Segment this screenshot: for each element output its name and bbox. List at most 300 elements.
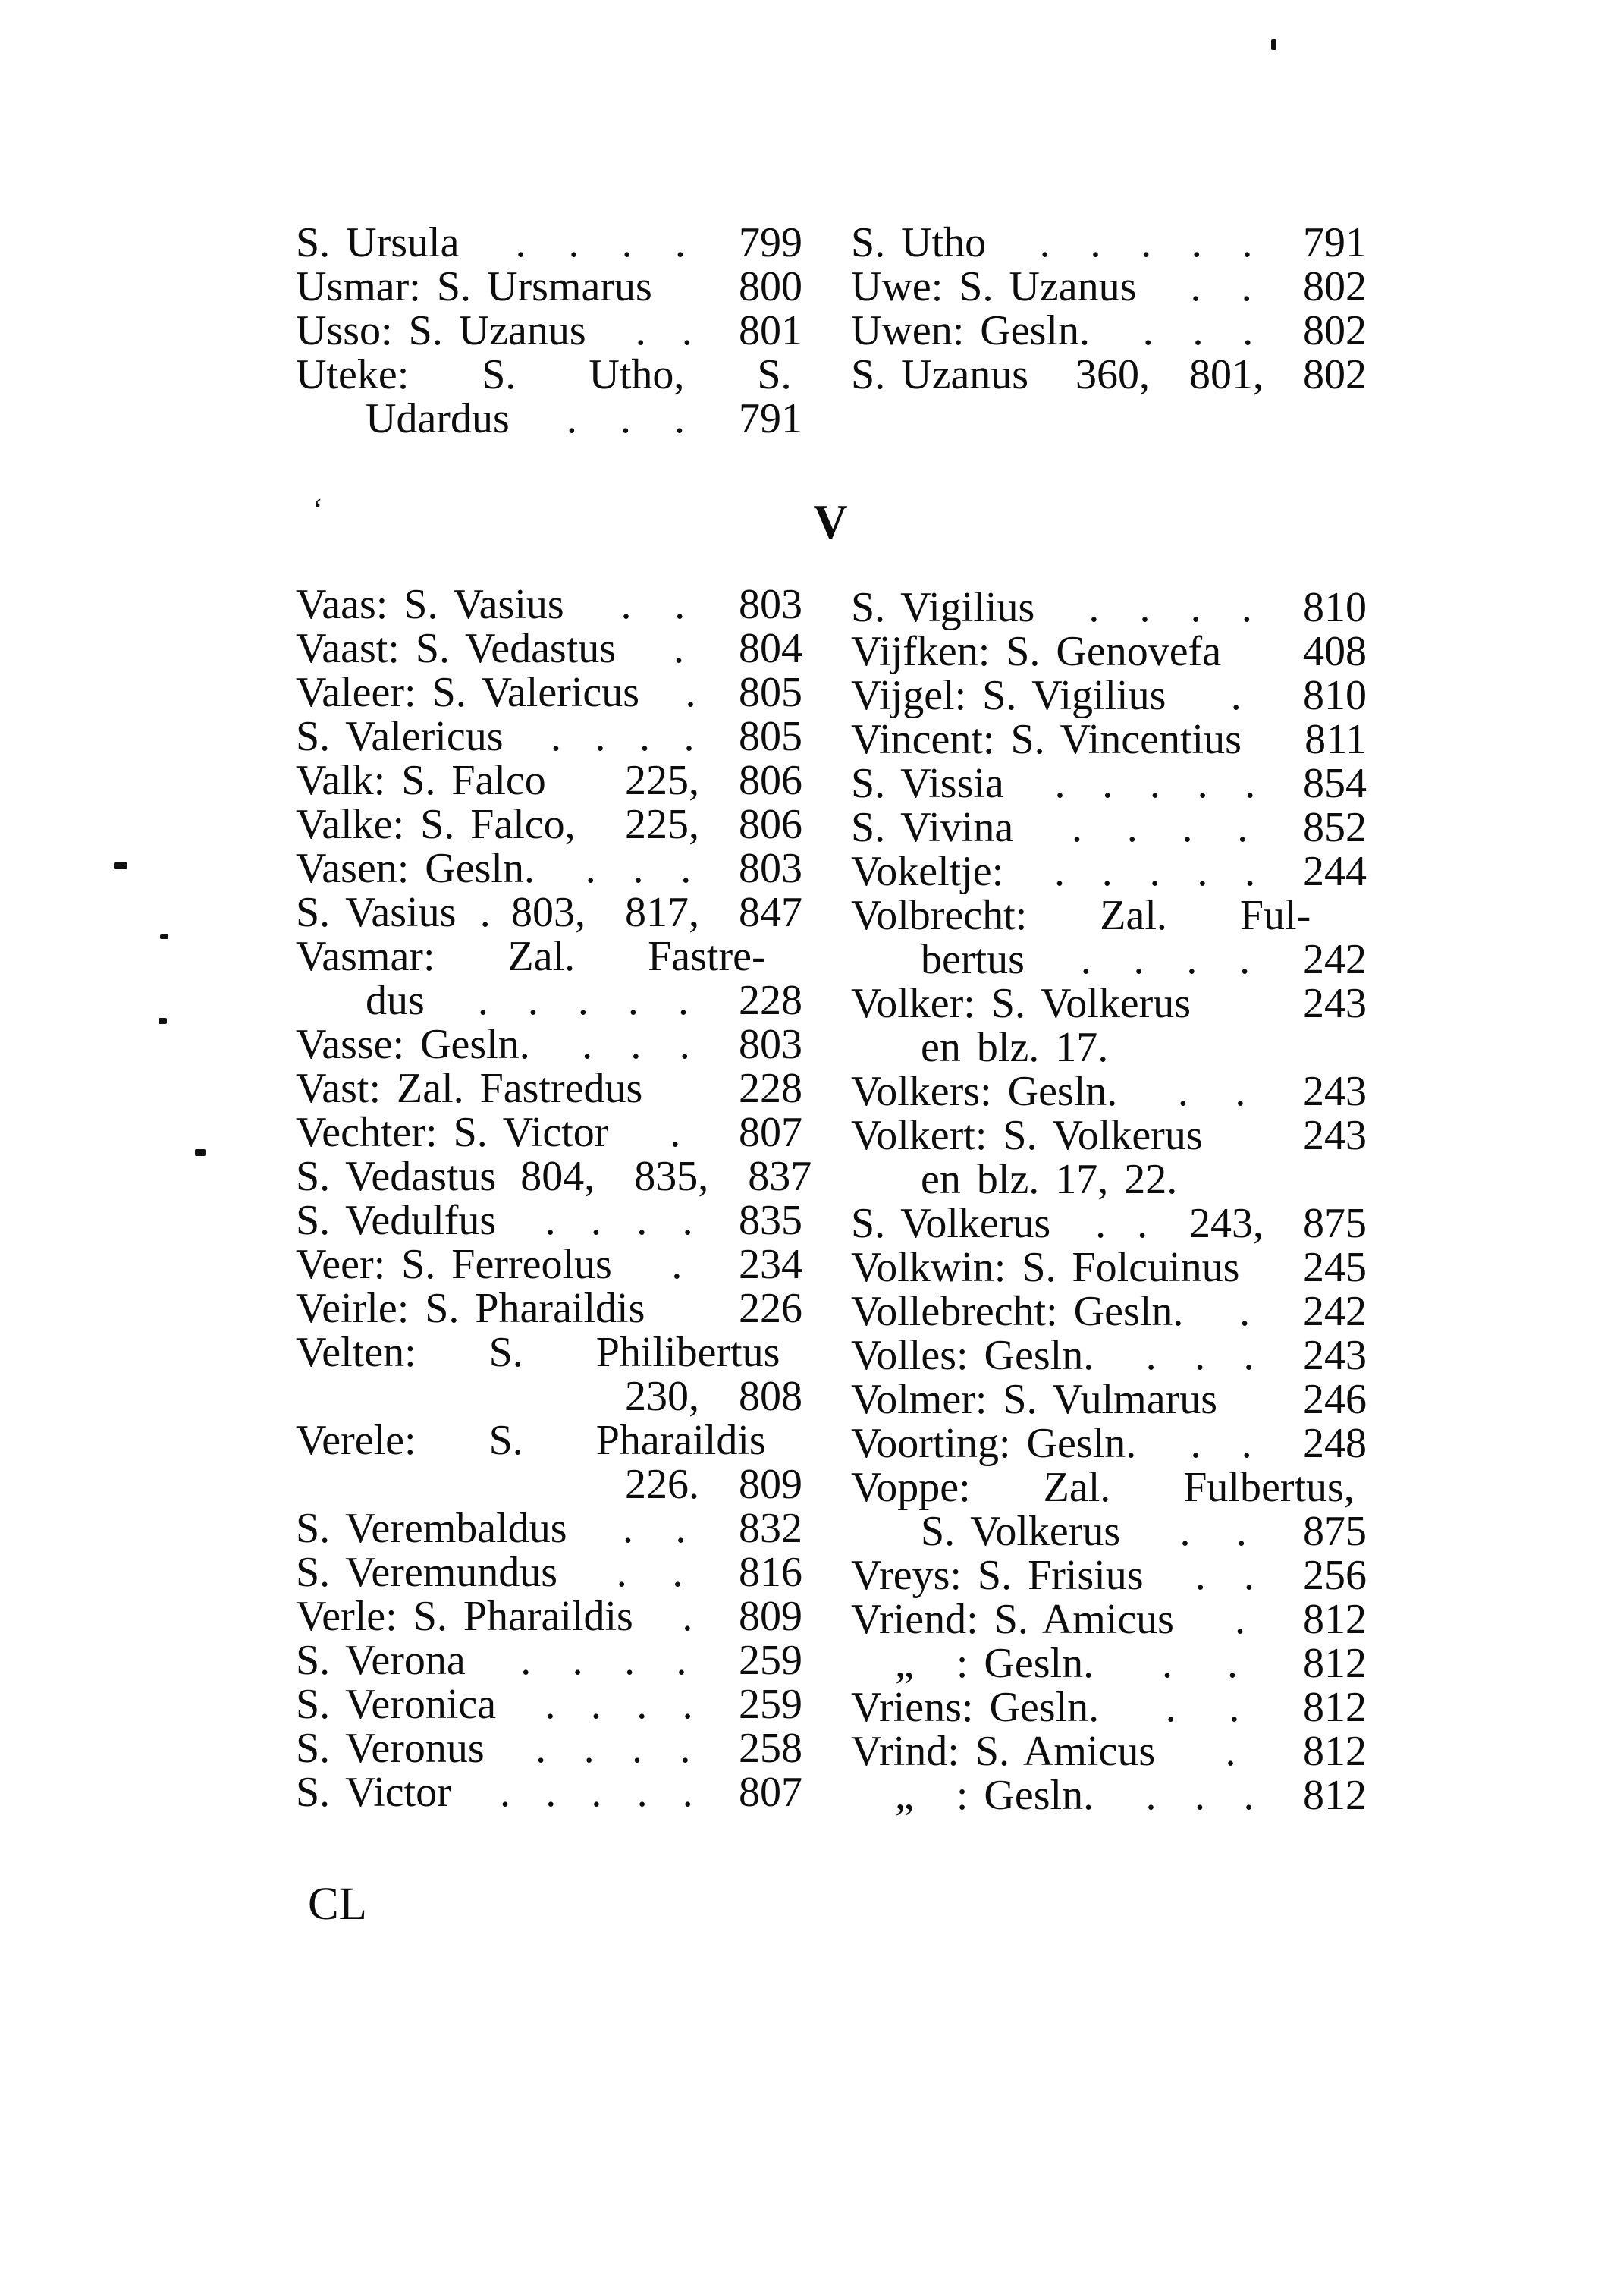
entry-text: Vreys: S. Frisius	[851, 1552, 1144, 1599]
index-entry	[851, 1069, 1367, 1113]
leader-dot: .	[590, 1197, 601, 1244]
entry-page: 243	[1303, 1332, 1367, 1379]
entry-page: 875	[1303, 1508, 1367, 1555]
index-column-v-left	[296, 581, 812, 1816]
leader-dot: .	[1179, 1508, 1191, 1555]
entry-page: 246	[1303, 1376, 1367, 1423]
index-entry	[296, 1330, 802, 1374]
index-entry	[851, 630, 1367, 674]
index-entry	[296, 1462, 802, 1506]
dot-leader	[1131, 1069, 1292, 1113]
ink-speck	[1271, 39, 1276, 50]
leader-dot: .	[673, 395, 685, 442]
leader-dot: .	[477, 977, 488, 1024]
dot-leader	[1104, 309, 1292, 353]
leader-dot: .	[1165, 1684, 1176, 1731]
index-entry	[296, 309, 802, 353]
leader-dot: .	[1080, 936, 1091, 983]
entry-text: Vokeltje:	[851, 848, 1004, 895]
leader-dot: .	[1182, 804, 1193, 851]
entry-text: Volkers: Gesln.	[851, 1068, 1118, 1115]
entry-text: S. Veremundus	[296, 1549, 558, 1596]
leader-dot: .	[545, 1769, 557, 1816]
index-column-u-left	[296, 221, 802, 441]
leader-dot: .	[1241, 584, 1252, 631]
entry-page: 234	[739, 1241, 802, 1288]
leader-dot: .	[683, 713, 695, 760]
leader-dot: .	[1133, 936, 1144, 983]
dot-leader	[548, 846, 728, 890]
dot-leader	[469, 890, 501, 934]
index-entry	[851, 265, 1367, 309]
dot-leader	[1107, 1773, 1292, 1817]
leader-dot: .	[671, 1241, 683, 1288]
entry-page: 803	[739, 1021, 802, 1068]
dot-leader	[1000, 221, 1292, 265]
dot-leader	[1018, 762, 1292, 806]
leader-dot: .	[566, 395, 577, 442]
dot-leader	[1038, 938, 1292, 982]
entry-page: 803, 817, 847	[511, 889, 802, 936]
entry-text: Velten: S. Philibertus	[296, 1329, 780, 1376]
entry-text: Vast: Zal. Fastredus	[296, 1065, 643, 1112]
leader-dot: .	[591, 1769, 602, 1816]
leader-dot: .	[621, 219, 633, 266]
leader-dot: .	[1195, 1552, 1206, 1599]
leader-dot: .	[1239, 936, 1251, 983]
index-entry	[296, 1726, 802, 1770]
index-entry	[851, 1421, 1367, 1465]
leader-dot: .	[636, 1681, 648, 1728]
entry-text: bertus	[921, 936, 1025, 983]
leader-dot: .	[1225, 1728, 1236, 1775]
leader-dot: .	[1235, 1068, 1246, 1115]
entry-text: S. Uzanus	[851, 351, 1029, 398]
leader-dot: .	[1149, 760, 1160, 807]
entry-page: 226. 809	[625, 1461, 802, 1508]
entry-page: 799	[739, 219, 802, 266]
entry-text: Vaast: S. Vedastus	[296, 625, 617, 672]
entry-text: Verele: S. Pharaildis	[296, 1417, 766, 1464]
entry-text: S. Veronus	[296, 1725, 485, 1772]
index-entry	[851, 938, 1367, 982]
leader-dot: .	[1090, 219, 1101, 266]
entry-text: Vijfken: S. Genovefa	[851, 628, 1222, 675]
index-entry	[296, 1770, 802, 1814]
leader-dot: .	[1195, 1332, 1206, 1379]
entry-page: 835	[739, 1197, 802, 1244]
dot-leader	[465, 1770, 728, 1814]
entry-text: Uteke: S. Utho, S.	[296, 351, 792, 398]
ink-speck	[160, 934, 168, 939]
index-entry	[296, 1022, 802, 1066]
dot-leader	[626, 1242, 728, 1286]
leader-dot: .	[673, 625, 685, 672]
index-entry	[851, 1773, 1367, 1817]
entry-text: Vriend: S. Amicus	[851, 1596, 1174, 1643]
dot-leader	[498, 1726, 728, 1770]
entry-page: 259	[739, 1637, 802, 1684]
leader-dot: .	[1145, 1772, 1157, 1819]
entry-page: 832	[739, 1505, 802, 1552]
index-entry	[851, 718, 1367, 762]
leader-dot: .	[1235, 1508, 1247, 1555]
dot-leader	[1157, 1553, 1292, 1597]
leader-dot: .	[1071, 804, 1082, 851]
index-entry	[851, 309, 1367, 353]
index-column-v-right	[851, 586, 1367, 1817]
index-entry	[296, 715, 802, 759]
leader-dot: .	[572, 1637, 583, 1684]
entry-text: Verle: S. Pharaildis	[296, 1593, 633, 1640]
leader-dot: .	[636, 1769, 648, 1816]
stray-quote-mark: ‘	[312, 493, 323, 528]
index-entry	[851, 1465, 1367, 1509]
leader-dot: .	[1245, 760, 1256, 807]
entry-page: 810	[1303, 584, 1367, 631]
index-entry	[296, 934, 802, 978]
entry-text: Vollebrecht: Gesln.	[851, 1288, 1184, 1335]
leader-dot: .	[620, 581, 632, 628]
index-entry	[296, 1110, 802, 1154]
leader-dot: .	[1053, 848, 1065, 895]
entry-page: 360, 801, 802	[1075, 351, 1367, 398]
entry-text: S. Vasius	[296, 889, 457, 936]
leader-dot: .	[624, 1637, 636, 1684]
entry-text: „ : Gesln.	[895, 1772, 1094, 1819]
index-entry	[851, 1509, 1367, 1553]
index-entry	[296, 1153, 812, 1200]
entry-page: 228	[739, 1065, 802, 1112]
entry-text: S. Vissia	[851, 760, 1004, 807]
leader-dot: .	[1149, 848, 1160, 895]
entry-page: 256	[1303, 1552, 1367, 1599]
leader-dot: .	[630, 1021, 642, 1068]
index-entry	[296, 1066, 802, 1110]
leader-dot: .	[1145, 1332, 1157, 1379]
index-entry	[296, 353, 802, 397]
entry-page: 230, 808	[625, 1373, 802, 1420]
leader-dot: .	[577, 977, 589, 1024]
ink-speck	[195, 1149, 206, 1156]
entry-text: S. Ursula	[296, 219, 460, 266]
leader-dot: .	[639, 713, 650, 760]
index-entry	[851, 982, 1367, 1026]
leader-dot: .	[1230, 672, 1242, 719]
leader-dot: .	[590, 1681, 601, 1728]
leader-dot: .	[1139, 584, 1151, 631]
leader-dot: .	[568, 219, 579, 266]
entry-text: Usso: S. Uzanus	[296, 307, 586, 354]
ink-speck	[114, 862, 127, 869]
leader-dot: .	[1241, 263, 1252, 310]
entry-text: Valk: S. Falco	[296, 757, 546, 804]
index-entry	[851, 221, 1367, 265]
entry-text: S. Verona	[296, 1637, 466, 1684]
entry-text: en blz. 17.	[921, 1024, 1109, 1071]
leader-dot: .	[1195, 1772, 1206, 1819]
dot-leader	[479, 1638, 728, 1682]
entry-text: Vriens: Gesln.	[851, 1684, 1100, 1731]
entry-page: 242	[1303, 1288, 1367, 1335]
leader-dot: .	[1039, 219, 1050, 266]
dot-leader	[1150, 1421, 1292, 1465]
dot-leader	[1197, 1289, 1292, 1333]
entry-text: S. Valericus	[296, 713, 504, 760]
dot-leader	[578, 583, 728, 627]
entry-text: dus	[366, 977, 425, 1024]
entry-page: 810	[1303, 672, 1367, 719]
entry-text: Valeer: S. Valericus	[296, 669, 640, 716]
leader-dot: .	[675, 1505, 686, 1552]
entry-page: 226	[739, 1285, 802, 1332]
entry-page: 812	[1303, 1640, 1367, 1687]
entry-page: 812	[1303, 1684, 1367, 1731]
index-entry	[296, 1418, 802, 1462]
index-entry	[851, 1333, 1367, 1377]
entry-text: Vechter: S. Victor	[296, 1109, 609, 1156]
dot-leader	[1169, 1729, 1292, 1773]
entry-page: 791	[1303, 219, 1367, 266]
dot-leader	[472, 221, 728, 265]
entry-text: Uwen: Gesln.	[851, 307, 1090, 354]
dot-leader	[1150, 265, 1292, 309]
dot-leader	[1134, 1509, 1292, 1553]
dot-leader	[1107, 1333, 1292, 1377]
leader-dot: .	[1192, 307, 1204, 354]
leader-dot: .	[1242, 219, 1253, 266]
index-column-u-right	[851, 221, 1367, 397]
leader-dot: .	[1242, 307, 1254, 354]
leader-dot: .	[1197, 760, 1208, 807]
index-entry	[851, 1245, 1367, 1289]
dot-leader	[544, 1022, 728, 1066]
leader-dot: .	[632, 1725, 643, 1772]
leader-dot: .	[674, 219, 686, 266]
leader-dot: .	[1197, 848, 1208, 895]
dot-leader	[1048, 586, 1292, 630]
entry-page: 245	[1303, 1244, 1367, 1291]
index-entry	[296, 1242, 802, 1286]
index-entry	[296, 759, 802, 803]
entry-text: Veer: S. Ferreolus	[296, 1241, 612, 1288]
leader-dot: .	[1177, 1068, 1188, 1115]
entry-page: 259	[739, 1681, 802, 1728]
leader-dot: .	[1237, 804, 1248, 851]
entry-text: S. Vivina	[851, 804, 1014, 851]
dot-leader	[1107, 1641, 1292, 1685]
entry-text: Vincent: S. Vincentius	[851, 716, 1242, 763]
leader-dot: .	[685, 669, 696, 716]
index-entry	[296, 1286, 802, 1330]
leader-dot: .	[1088, 584, 1100, 631]
leader-dot: .	[633, 845, 644, 892]
dot-leader	[629, 627, 728, 671]
index-entry	[851, 762, 1367, 806]
entry-page: 802	[1303, 307, 1367, 354]
entry-text: Vaas: S. Vasius	[296, 581, 564, 628]
entry-page: 812	[1303, 1596, 1367, 1643]
leader-dot: .	[1102, 760, 1113, 807]
entry-page: 248	[1303, 1420, 1367, 1467]
leader-dot: .	[1162, 1640, 1173, 1687]
leader-dot: .	[1229, 1684, 1240, 1731]
entry-page: 802	[1303, 263, 1367, 310]
entry-page: 854	[1303, 760, 1367, 807]
leader-dot: .	[1243, 1552, 1254, 1599]
leader-dot: .	[1241, 1420, 1252, 1467]
entry-text: S. Vedastus	[296, 1153, 497, 1200]
entry-page: 225, 806	[625, 801, 802, 848]
leader-dot: .	[679, 1021, 690, 1068]
leader-dot: .	[535, 1725, 547, 1772]
entry-page: 804	[739, 625, 802, 672]
index-entry	[296, 583, 802, 627]
leader-dot: .	[1137, 1200, 1148, 1247]
index-entry	[851, 586, 1367, 630]
entry-page: 228	[739, 977, 802, 1024]
entry-text: S. Verembaldus	[296, 1505, 567, 1552]
leader-dot: .	[674, 581, 686, 628]
entry-text: Volles: Gesln.	[851, 1332, 1094, 1379]
leader-dot: .	[520, 1637, 532, 1684]
index-entry	[851, 1729, 1367, 1773]
index-entry	[296, 890, 802, 934]
dot-leader	[647, 1594, 728, 1638]
entry-page: 801	[739, 307, 802, 354]
leader-dot: .	[1243, 1332, 1254, 1379]
entry-text: Volkwin: S. Folcuinus	[851, 1244, 1240, 1291]
dot-leader	[600, 309, 728, 353]
index-entry	[296, 1374, 802, 1418]
entry-text: S. Volkerus	[921, 1508, 1121, 1555]
entry-page: 803	[739, 845, 802, 892]
leader-dot: .	[1126, 804, 1138, 851]
entry-text: Vasse: Gesln.	[296, 1021, 530, 1068]
index-entry	[851, 674, 1367, 718]
leader-dot: .	[527, 977, 538, 1024]
leader-dot: .	[623, 1505, 633, 1552]
entry-page: 791	[739, 395, 802, 442]
dot-leader	[653, 671, 728, 715]
entry-page: 807	[739, 1109, 802, 1156]
index-entry	[296, 265, 802, 309]
index-entry	[851, 1289, 1367, 1333]
entry-page: 803	[739, 581, 802, 628]
index-entry	[296, 803, 802, 846]
entry-text: Valke: S. Falco,	[296, 801, 576, 848]
entry-page: 243, 875	[1189, 1200, 1367, 1247]
entry-text: S. Veronica	[296, 1681, 497, 1728]
leader-dot: .	[595, 713, 606, 760]
entry-page: 805	[739, 713, 802, 760]
leader-dot: .	[545, 1681, 556, 1728]
index-entry	[296, 221, 802, 265]
index-entry	[851, 806, 1367, 850]
entry-page: 807	[739, 1769, 802, 1816]
leader-dot: .	[1243, 1772, 1254, 1819]
entry-page: 812	[1303, 1772, 1367, 1819]
leader-dot: .	[1234, 1596, 1245, 1643]
leader-dot: .	[1239, 1288, 1251, 1335]
ink-speck	[159, 1018, 167, 1024]
dot-leader	[1188, 1597, 1292, 1641]
entry-text: Vijgel: S. Vigilius	[851, 672, 1166, 719]
leader-dot: .	[1190, 584, 1201, 631]
index-entry	[851, 1641, 1367, 1685]
leader-dot: .	[585, 845, 596, 892]
leader-dot: .	[515, 219, 526, 266]
index-entry	[296, 1594, 802, 1638]
entry-page: 800	[739, 263, 802, 310]
leader-dot: .	[551, 713, 561, 760]
entry-text: Volker: S. Volkerus	[851, 980, 1191, 1027]
leader-dot: .	[1141, 219, 1152, 266]
leader-dot: .	[635, 307, 646, 354]
leader-dot: .	[1101, 848, 1113, 895]
dot-leader	[1017, 850, 1292, 894]
entry-text: Uwe: S. Uzanus	[851, 263, 1137, 310]
leader-dot: .	[672, 1549, 683, 1596]
leader-dot: .	[582, 1021, 593, 1068]
leader-dot: .	[676, 1637, 687, 1684]
leader-dot: .	[1245, 848, 1256, 895]
entry-page: 408	[1303, 628, 1367, 675]
entry-text: Volbrecht: Zal. Ful-	[851, 892, 1311, 939]
leader-dot: .	[682, 1197, 693, 1244]
entry-text: S. Vigilius	[851, 584, 1035, 631]
index-entry	[296, 627, 802, 671]
index-entry	[296, 1506, 802, 1550]
entry-text: Voorting: Gesln.	[851, 1420, 1137, 1467]
entry-text: Volkert: S. Volkerus	[851, 1112, 1203, 1159]
entry-text: Vrind: S. Amicus	[851, 1728, 1156, 1775]
leader-dot: .	[620, 395, 631, 442]
index-entry	[851, 1377, 1367, 1421]
dot-leader	[510, 1198, 728, 1242]
index-entry	[851, 894, 1367, 938]
entry-page: 804, 835, 837	[520, 1153, 812, 1200]
entry-text: S. Victor	[296, 1769, 451, 1816]
leader-dot: .	[682, 1769, 693, 1816]
index-entry	[851, 1157, 1367, 1201]
dot-leader	[1064, 1201, 1179, 1245]
entry-page: 243	[1303, 1112, 1367, 1159]
dot-leader	[622, 1110, 728, 1154]
index-entry	[851, 1553, 1367, 1597]
dot-leader	[517, 715, 729, 759]
entry-text: S. Vedulfus	[296, 1197, 497, 1244]
leader-dot: .	[1054, 760, 1066, 807]
dot-leader	[438, 978, 728, 1022]
index-entry	[851, 353, 1367, 397]
leader-dot: .	[682, 1593, 693, 1640]
entry-text: S. Utho	[851, 219, 987, 266]
leader-dot: .	[1191, 219, 1202, 266]
entry-text: Voppe: Zal. Fulbertus,	[851, 1464, 1355, 1511]
index-entry	[851, 1201, 1367, 1245]
dot-leader	[1179, 674, 1292, 718]
leader-dot: .	[670, 1109, 681, 1156]
entry-page: 243	[1303, 1068, 1367, 1115]
leader-dot: .	[545, 1197, 556, 1244]
leader-dot: .	[1190, 263, 1201, 310]
entry-page: 258	[739, 1725, 802, 1772]
entry-page: 244	[1303, 848, 1367, 895]
dot-leader	[1027, 806, 1292, 850]
entry-text: Udardus	[366, 395, 510, 442]
index-entry	[851, 1026, 1367, 1069]
